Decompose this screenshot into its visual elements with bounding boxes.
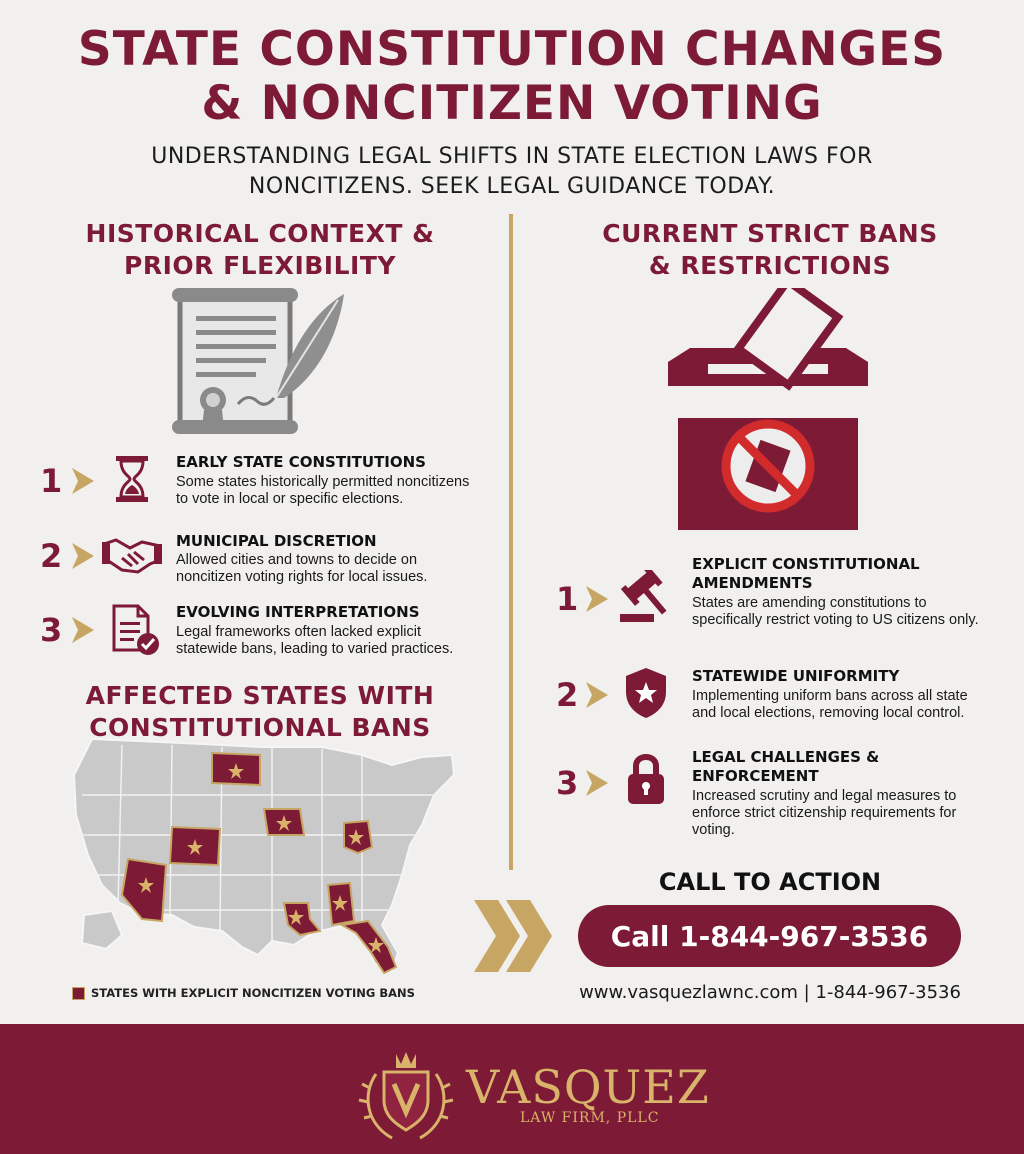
bans-section-title (540, 218, 1000, 282)
item-title: EARLY STATE CONSTITUTIONS (176, 453, 426, 471)
chevron-right-icon (70, 541, 96, 571)
item-text: Some states historically permitted noncitizens to vote in local or specific elections. (176, 474, 470, 507)
item-text: Legal frameworks often lacked explicit statewide bans, leading to varied practices. (176, 624, 454, 657)
website-phone-link[interactable]: www.vasquezlawnc.com | 1-844-967-3536 (579, 982, 961, 1003)
item-title: LEGAL CHALLENGES & ENFORCEMENT (692, 748, 880, 785)
subtitle (0, 142, 1024, 202)
chevron-right-icon (70, 466, 96, 496)
hourglass-icon (112, 454, 152, 504)
brand-name: VASQUEZ (466, 1060, 710, 1114)
item-title: EXPLICIT CONSTITUTIONAL AMENDMENTS (692, 555, 920, 592)
item-title: STATEWIDE UNIFORMITY (692, 667, 900, 685)
bans-title-line1: CURRENT STRICT BANS (602, 219, 938, 248)
chevron-right-icon (70, 615, 96, 645)
item-number: 2 (556, 676, 579, 714)
chevron-right-icon (584, 680, 610, 710)
bans-title-line2: & RESTRICTIONS (648, 251, 892, 280)
document-check-icon (110, 604, 162, 656)
item-number: 3 (40, 611, 63, 649)
ballot-box-prohibited-icon (668, 288, 868, 532)
item-number: 1 (40, 462, 63, 500)
shield-star-icon (624, 666, 668, 720)
item-text: Increased scrutiny and legal measures to enforce strict citizenship requirements for voting. (692, 788, 957, 838)
legend-label: STATES WITH EXPLICIT NONCITIZEN VOTING BANS (91, 986, 415, 1000)
historical-title-line2: PRIOR FLEXIBILITY (124, 251, 396, 280)
item-number: 1 (556, 580, 579, 618)
legend-swatch (72, 987, 85, 1000)
subtitle-line1: UNDERSTANDING LEGAL SHIFTS IN STATE ELECTION LAWS FOR (151, 144, 873, 169)
brand-subtitle: LAW FIRM, PLLC (520, 1110, 660, 1126)
map-legend (72, 986, 415, 1000)
map-title-line2: CONSTITUTIONAL BANS (89, 713, 431, 742)
item-number: 3 (556, 764, 579, 802)
double-chevron-icon (472, 898, 554, 974)
item-title: EVOLVING INTERPRETATIONS (176, 603, 420, 621)
column-divider (509, 214, 513, 870)
page-title-line1: STATE CONSTITUTION CHANGES (77, 22, 947, 77)
padlock-icon (626, 752, 666, 806)
cta-title: CALL TO ACTION (658, 868, 882, 896)
us-map (62, 735, 462, 980)
item-text: Implementing uniform bans across all state and local elections, removing local control. (692, 688, 968, 721)
item-number: 2 (40, 537, 63, 575)
subtitle-line2: NONCITIZENS. SEEK LEGAL GUIDANCE TODAY. (248, 174, 776, 199)
handshake-icon (102, 534, 162, 576)
crest-logo (356, 1044, 456, 1144)
item-text: Allowed cities and towns to decide on noncitizen voting rights for local issues. (176, 552, 428, 585)
chevron-right-icon (584, 584, 610, 614)
historical-title-line1: HISTORICAL CONTEXT & (85, 219, 435, 248)
map-title-line1: AFFECTED STATES WITH (85, 681, 435, 710)
document-quill-icon (168, 286, 348, 446)
call-button[interactable]: Call 1-844-967-3536 (578, 905, 961, 967)
historical-section-title (40, 218, 480, 282)
item-text: States are amending constitutions to specifically restrict voting to US citizens only. (692, 595, 979, 628)
page-title-line2: & NONCITIZEN VOTING (201, 76, 823, 131)
gavel-icon (616, 570, 676, 628)
chevron-right-icon (584, 768, 610, 798)
item-title: MUNICIPAL DISCRETION (176, 532, 377, 550)
